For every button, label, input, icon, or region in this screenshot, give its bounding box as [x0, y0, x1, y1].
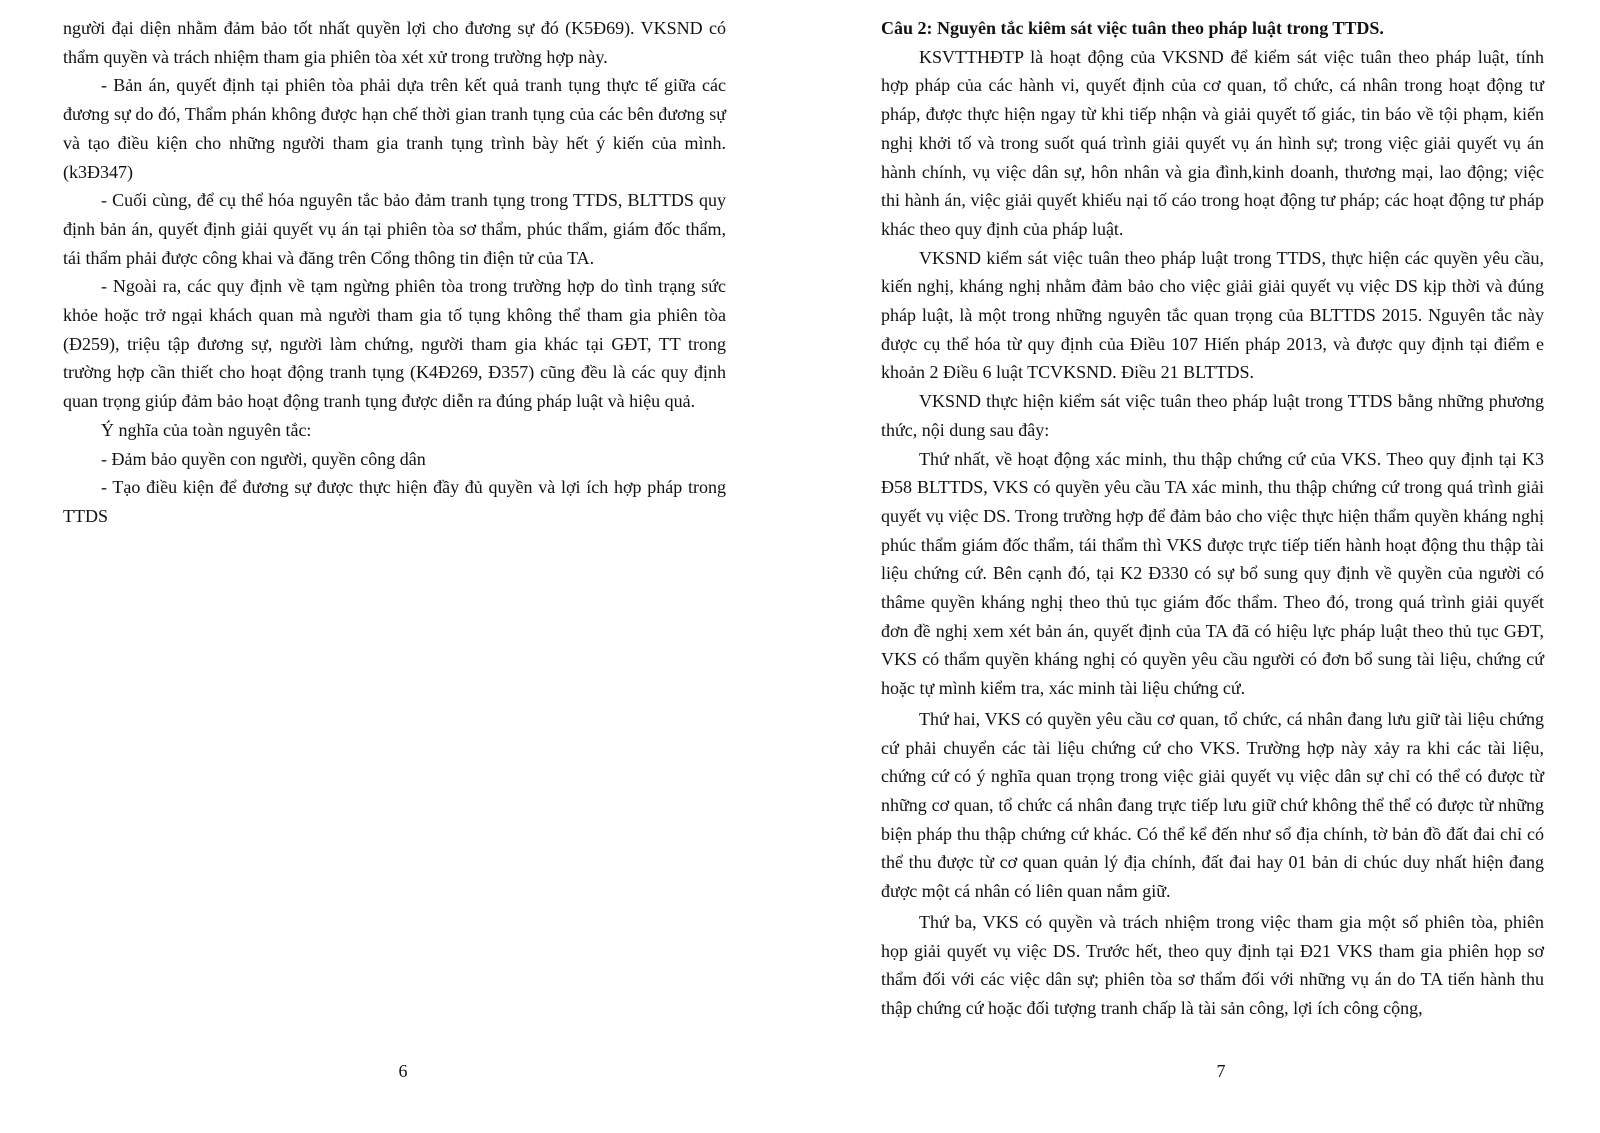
paragraph-judgment-based-on-debate: - Bản án, quyết định tại phiên tòa phải dựa trên kết quả tranh tụng thực tế giữa các đương sự do đó, Thẩm phán không được hạn chế thời gian tranh tụng của các bên đương sự và tạo điều kiện cho những người tham gia tranh tụng trình bày hết ý kiến của mình. (k3Đ347)	[63, 75, 726, 182]
page-number-right: 7	[1216, 1061, 1226, 1081]
page-number-left: 6	[398, 1061, 408, 1081]
paragraph-vksnd-principle: VKSND kiểm sát việc tuân theo pháp luật trong TTDS, thực hiện các quyền yêu cầu, kiến nghị, kháng nghị nhằm đảm bảo cho việc giải giải quyết vụ việc DS kịp thời và đúng pháp luật, là một trong những nguyên tắc quan trọng của BLTTDS 2015. Nguyên tắc này được cụ thể hóa từ quy định của Điều 107 Hiến pháp 2013, và được quy định tại điểm e khoản 2 Điều 6 luật TCVKSND. Điều 21 BLTTDS.	[881, 247, 1544, 383]
question-heading: Câu 2: Nguyên tắc kiêm sát việc tuân theo pháp luật trong TTDS.	[881, 18, 1384, 38]
paragraph-methods-intro: VKSND thực hiện kiểm sát việc tuân theo pháp luật trong TTDS bằng những phương thức, nội dung sau đây:	[881, 391, 1544, 440]
paragraph-third-trial-participation: Thứ ba, VKS có quyền và trách nhiệm trong việc tham gia một số phiên tòa, phiên họp giải quyết vụ việc DS. Trước hết, theo quy định tại Đ21 VKS tham gia phiên họp sơ thẩm đối với các việc dân sự; phiên tòa sơ thẩm đối với những vụ án do TA tiến hành thu thập chứng cứ hoặc đối tượng tranh chấp là tài sản công, lợi ích công cộng,	[881, 911, 1544, 1018]
paragraph-trial-suspension-rules: - Ngoài ra, các quy định về tạm ngừng phiên tòa trong trường hợp do tình trạng sức khỏe hoặc trở ngại khách quan mà người tham gia tố tụng không thể tham gia phiên tòa (Đ259), triệu tập đương sự, người làm chứng, người tham gia khác tại GĐT, TT trong trường hợp cần thiết cho hoạt động tranh tụng (K4Đ269, Đ357) cũng đều là các quy định quan trọng giúp đảm bảo hoạt động tranh tụng được diễn ra đúng pháp luật và hiệu quả.	[63, 276, 726, 412]
paragraph-significance-heading: Ý nghĩa của toàn nguyên tắc:	[101, 419, 312, 440]
paragraph-significance-human-rights: - Đảm bảo quyền con người, quyền công dân	[101, 448, 426, 469]
paragraph-ksvtthdtp-definition: KSVTTHĐTP là hoạt động của VKSND để kiểm sát việc tuân theo pháp luật, tính hợp pháp của các hành vi, quyết định của cơ quan, tổ chức, cá nhân trong hoạt động tư pháp, được thực hiện ngay từ khi tiếp nhận và giải quyết tố giác, tin báo về tội phạm, kiến nghị khởi tố và trong suốt quá trình giải quyết vụ án hình sự; trong việc giải quyết vụ án hành chính, vụ việc dân sự, hôn nhân và gia đình,kinh doanh, thương mại, lao động; việc thi hành án, việc giải quyết khiếu nại tố cáo trong hoạt động tư pháp; các hoạt động tư pháp khác theo quy định của pháp luật.	[881, 46, 1544, 239]
left-page	[63, 14, 726, 531]
paragraph-publication-of-judgments: - Cuối cùng, để cụ thể hóa nguyên tắc bảo đảm tranh tụng trong TTDS, BLTTDS quy định bản án, quyết định giải quyết vụ án tại phiên tòa sơ thẩm, phúc thẩm, giám đốc thẩm, tái thẩm phải được công khai và đăng trên Cổng thông tin điện tử của TA.	[63, 190, 726, 268]
paragraph-significance-litigant-rights: - Tạo điều kiện để đương sự được thực hiện đầy đủ quyền và lợi ích hợp pháp trong TTDS	[63, 477, 726, 526]
paragraph-first-evidence-collection: Thứ nhất, về hoạt động xác minh, thu thập chứng cứ của VKS. Theo quy định tại K3 Đ58 BLTTDS, VKS có quyền yêu cầu TA xác minh, thu thập chứng cứ trong quá trình giải quyết vụ việc DS. Trong trường hợp để đảm bảo cho việc thực hiện thẩm quyền kháng nghị phúc thẩm giám đốc thẩm, tái thẩm thì VKS được trực tiếp tiến hành hoạt động thu thập tài liệu chứng cứ. Bên cạnh đó, tại K2 Đ330 có sự bổ sung quy định về quyền của người có thâme quyền kháng nghị theo thủ tục giám đốc thẩm. Theo đó, trong quá trình giải quyết đơn đề nghị xem xét bản án, quyết định của TA đã có hiệu lực pháp luật theo thủ tục GĐT, VKS có thẩm quyền kháng nghị có quyền yêu cầu người có đơn bổ sung tài liệu, chứng cứ hoặc tự mình kiểm tra, xác minh tài liệu chứng cứ.	[881, 448, 1544, 699]
paragraph-second-document-request: Thứ hai, VKS có quyền yêu cầu cơ quan, tổ chức, cá nhân đang lưu giữ tài liệu chứng cứ phải chuyển các tài liệu chứng cứ cho VKS. Trường hợp này xảy ra khi các tài liệu, chứng cứ có ý nghĩa quan trọng trong việc giải quyết vụ việc dân sự chỉ có thể có được từ những cơ quan, tổ chức cá nhân đang trực tiếp lưu giữ chứ không thể thể có được từ những biện pháp thu thập chứng cứ khác. Có thể kể đến như sổ địa chính, tờ bản đồ đất đai chỉ có thể thu được từ cơ quan quản lý địa chính, đất đai hay 01 bản di chúc duy nhất hiện đang được một cá nhân có liên quan nắm giữ.	[881, 708, 1544, 902]
right-page	[881, 14, 1544, 1023]
paragraph-continuation: người đại diện nhằm đảm bảo tốt nhất quyền lợi cho đương sự đó (K5Đ69). VKSND có thẩm quyền và trách nhiệm tham gia phiên tòa xét xử trong trường hợp này.	[63, 18, 726, 67]
